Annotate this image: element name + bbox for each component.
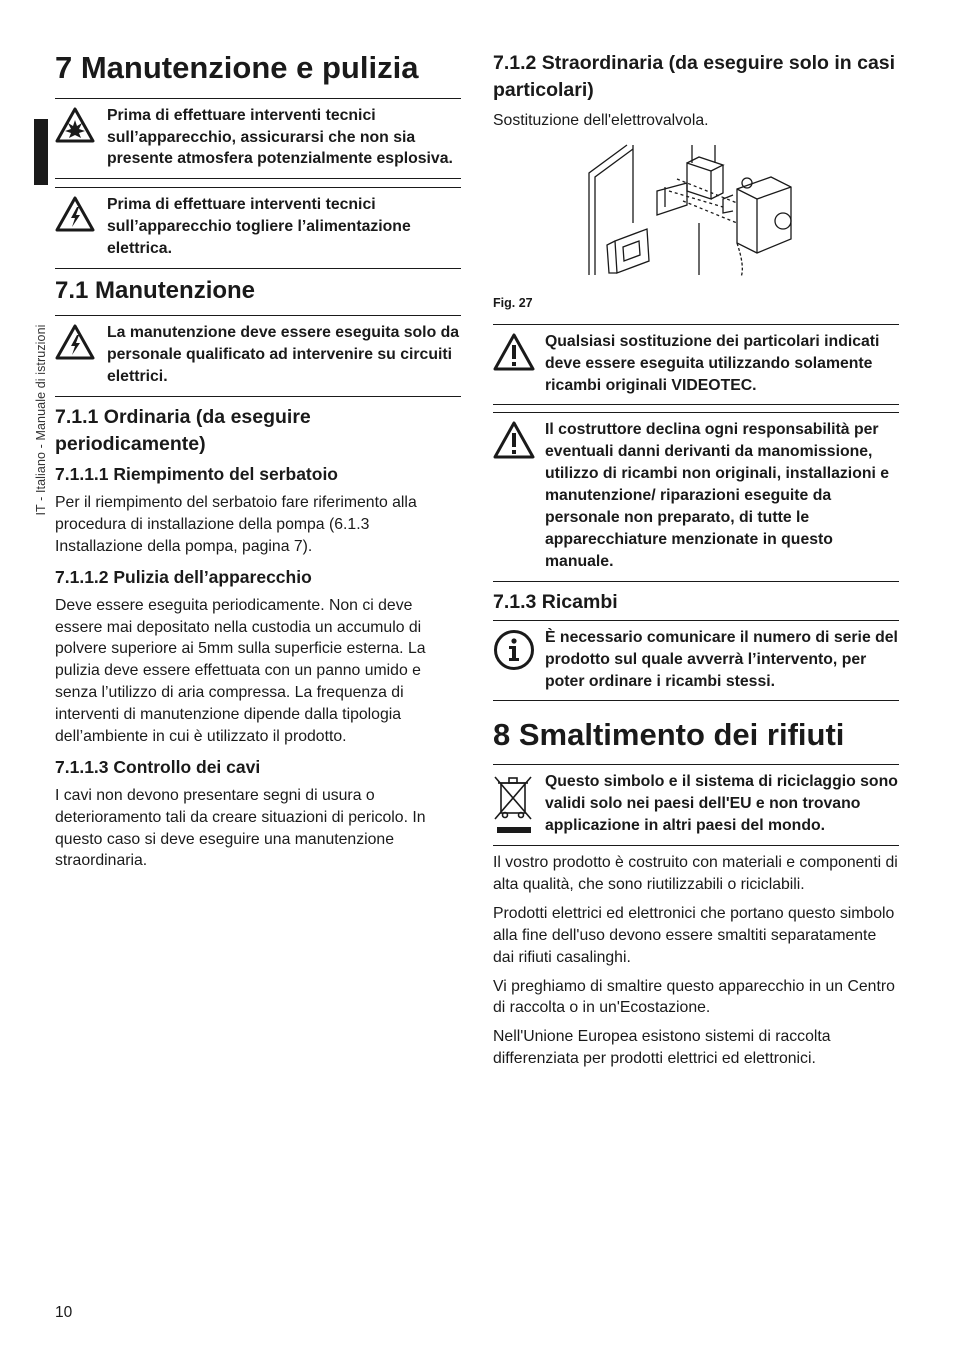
info-icon [493, 627, 545, 693]
sidebar-label: IT - Italiano - Manuale di istruzioni [34, 324, 48, 516]
section-7-1-2-title: 7.1.2 Straordinaria (da eseguire solo in casi particolari) [493, 52, 896, 101]
weee-note [493, 764, 899, 846]
weee-note-text: Questo simbolo e il sistema di riciclaggio sono validi solo nei paesi dell'EU e non trovano applicazione in altri paesi del mondo. [545, 773, 898, 834]
power-warning-text: Prima di effettuare interventi tecnici sull’apparecchio togliere l’alimentazione elettrica. [107, 196, 411, 258]
figure-caption: Fig. 27 [493, 295, 533, 310]
section-7-1-1-1-text: Per il riempimento del serbatoio fare riferimento alla procedura di installazione della pompa (6.1.3 Installazione della pompa, pagina 7). [55, 494, 417, 555]
explosive-warning-text: Prima di effettuare interventi tecnici sull’apparecchio, assicurarsi che non sia presente atmosfera potenzialmente esplosiva. [107, 106, 453, 168]
liability-warning-text: Il costruttore declina ogni responsabilità per eventuali danni derivanti da manomissione, utilizzo di ricambi non originali, installazioni e manutenzione/ riparazioni eseguite da personale non preparato, di tutte le apparecchiature menzionate in questo manuale. [545, 421, 890, 570]
section-7-1-3-title: 7.1.3 Ricambi [493, 590, 618, 613]
electric-hazard-icon [55, 322, 107, 388]
original-parts-warning-text: Qualsiasi sostituzione dei particolari indicati deve essere eseguita utilizzando solamente ricambi originali VIDEOTEC. [545, 332, 880, 394]
page-number: 10 [55, 1304, 73, 1321]
sidebar-marker [34, 119, 48, 185]
electric-hazard-icon [55, 194, 107, 260]
warning-icon [493, 331, 545, 397]
disposal-paragraph-4: Nell'Unione Europea esistono sistemi di raccolta differenziata per prodotti elettrici ed elettronici. [493, 1028, 831, 1068]
power-warning [55, 187, 461, 269]
section-7-1-2-text: Sostituzione dell'elettrovalvola. [493, 111, 709, 129]
qualified-warning-text: La manutenzione deve essere eseguita solo da personale qualificato ad intervenire su circuiti elettrici. [107, 323, 460, 385]
section-7-1-1-1-title: 7.1.1.1 Riempimento del serbatoio [55, 464, 338, 485]
right-column [493, 0, 899, 1070]
warning-icon [493, 419, 545, 572]
serial-number-info [493, 620, 899, 702]
original-parts-warning [493, 324, 899, 406]
chapter-8-title: 8 Smaltimento dei rifiuti [493, 717, 845, 753]
weee-bin-icon [493, 771, 545, 837]
section-7-1-1-3-text: I cavi non devono presentare segni di usura o deterioramento tali da creare situazioni di pericolo. In questo caso si deve eseguire una manutenzione straordinaria. [55, 786, 426, 870]
left-column [55, 0, 461, 872]
section-7-1-title: 7.1 Manutenzione [55, 277, 256, 305]
section-7-1-1-3-title: 7.1.1.3 Controllo dei cavi [55, 756, 261, 777]
disposal-paragraph-2: Prodotti elettrici ed elettronici che portano questo simbolo alla fine dell'uso devono essere smaltiti separatamente dai rifiuti casalinghi. [493, 904, 895, 966]
disposal-paragraph-1: Il vostro prodotto è costruito con materiali e componenti di alta qualità, che sono riutilizzabili o riciclabili. [493, 854, 898, 893]
serial-number-info-text: È necessario comunicare il numero di serie del prodotto sul quale avverrà l’intervento, per poter ordinare i ricambi stessi. [545, 628, 898, 690]
explosion-hazard-icon [55, 105, 107, 171]
chapter-7-title: 7 Manutenzione e pulizia [55, 50, 419, 85]
solenoid-valve-figure [587, 143, 817, 277]
section-7-1-1-2-text: Deve essere eseguita periodicamente. Non ci deve essere mai depositato nella custodia un accumulo di polvere superiore ai 5mm sulla superficie esterna. La pulizia deve essere effettuata con un panno umido e senza l’utilizzo di aria compressa. La frequenza di interventi di manutenzione dipende dalla tipologia dell’ambiente in cui è utilizzato il prodotto. [55, 596, 426, 746]
section-7-1-1-2-title: 7.1.1.2 Pulizia dell’apparecchio [55, 566, 312, 587]
explosive-warning [55, 98, 461, 180]
liability-warning [493, 412, 899, 581]
qualified-warning [55, 315, 461, 397]
disposal-paragraph-3: Vi preghiamo di smaltire questo apparecchio in un Centro di raccolta o in un'Ecostazione. [493, 977, 895, 1017]
section-7-1-1-title: 7.1.1 Ordinaria (da eseguire periodicamente) [55, 405, 311, 455]
